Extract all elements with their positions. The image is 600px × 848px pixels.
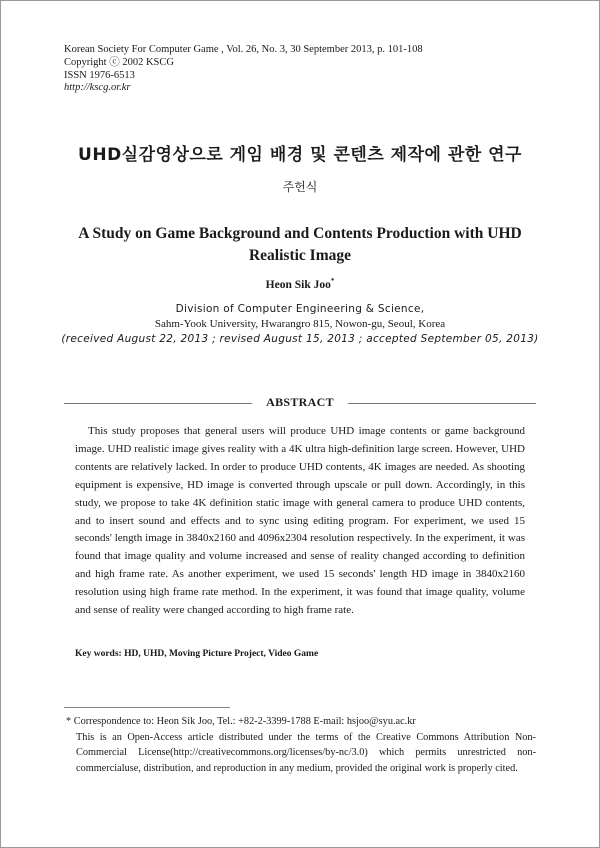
abstract-rule-right: [348, 403, 536, 404]
journal-citation: Korean Society For Computer Game , Vol. 26, No. 3, 30 September 2013, p. 101-108: [64, 44, 423, 55]
journal-header: [64, 44, 423, 95]
korean-author: 주헌식: [282, 180, 318, 194]
correspondence-note: * Correspondence to: Heon Sik Joo, Tel.: +82-2-3399-1788 E-mail: hsjoo@syu.ac.kr: [66, 716, 416, 727]
affiliation: [0, 302, 600, 347]
journal-url[interactable]: http://kscg.or.kr: [64, 82, 131, 94]
author-footnote-mark: *: [330, 277, 335, 285]
affiliation-department: Division of Computer Engineering & Science,: [175, 303, 425, 315]
english-title: A Study on Game Background and Contents Production with UHD Realistic Image: [78, 225, 522, 264]
footnote-rule: [64, 707, 230, 708]
issn-line: ISSN 1976-6513: [64, 69, 135, 81]
abstract-body: [75, 423, 525, 620]
copyright-line: Copyright ⓒ 2002 KSCG: [64, 56, 174, 68]
abstract-text: This study proposes that general users will produce UHD image contents or game background image. UHD realistic image gives reality with a 4K ultra high-definition large screen. However, UHD contents are relatively lacked. In order to produce UHD contents, 4K images are needed. As shooting equipment is expensive, HD image is converted through upscale or pull down. Accordingly, in this study, we propose to take 4K definition static image with general camera to produce UHD contents, and to insert sound and effects and to sync using editing program. For experiment, we used 15 seconds' length image in 3840x2160 and 4096x2304 resolution respectively. In the experiment, it was found that image quality and volume increased and sense of reality changed according to definition and high frame rate. As another experiment, we used 15 seconds' length HD image in 3840x2160 resolution using high frame rate method. In the experiment, it was found that image quality, volume and sense of reality were changed according to high frame rate.: [75, 425, 525, 617]
submission-dates: (received August 22, 2013 ; revised August 15, 2013 ; accepted September 05, 2013): [61, 333, 539, 345]
korean-title: UHD실감영상으로 게임 배경 및 콘텐츠 제작에 관한 연구: [78, 145, 522, 165]
english-author: [0, 277, 600, 291]
footnote: [66, 714, 536, 776]
affiliation-address: Sahm-Yook University, Hwarangro 815, Nowon-gu, Seoul, Korea: [154, 318, 446, 330]
author-name: Heon Sik Joo: [265, 278, 331, 291]
abstract-heading: ABSTRACT: [266, 395, 334, 409]
license-note: This is an Open-Access article distributed under the terms of the Creative Commons Attribution Non-Commercial License(http://creativecommons.org/licenses/by-nc/3.0) which permits unrestricted non-commercialuse, distribution, and reproduction in any medium, provided the original work is properly cited.: [76, 731, 536, 774]
keywords-line: Key words: HD, UHD, Moving Picture Project, Video Game: [75, 649, 319, 659]
